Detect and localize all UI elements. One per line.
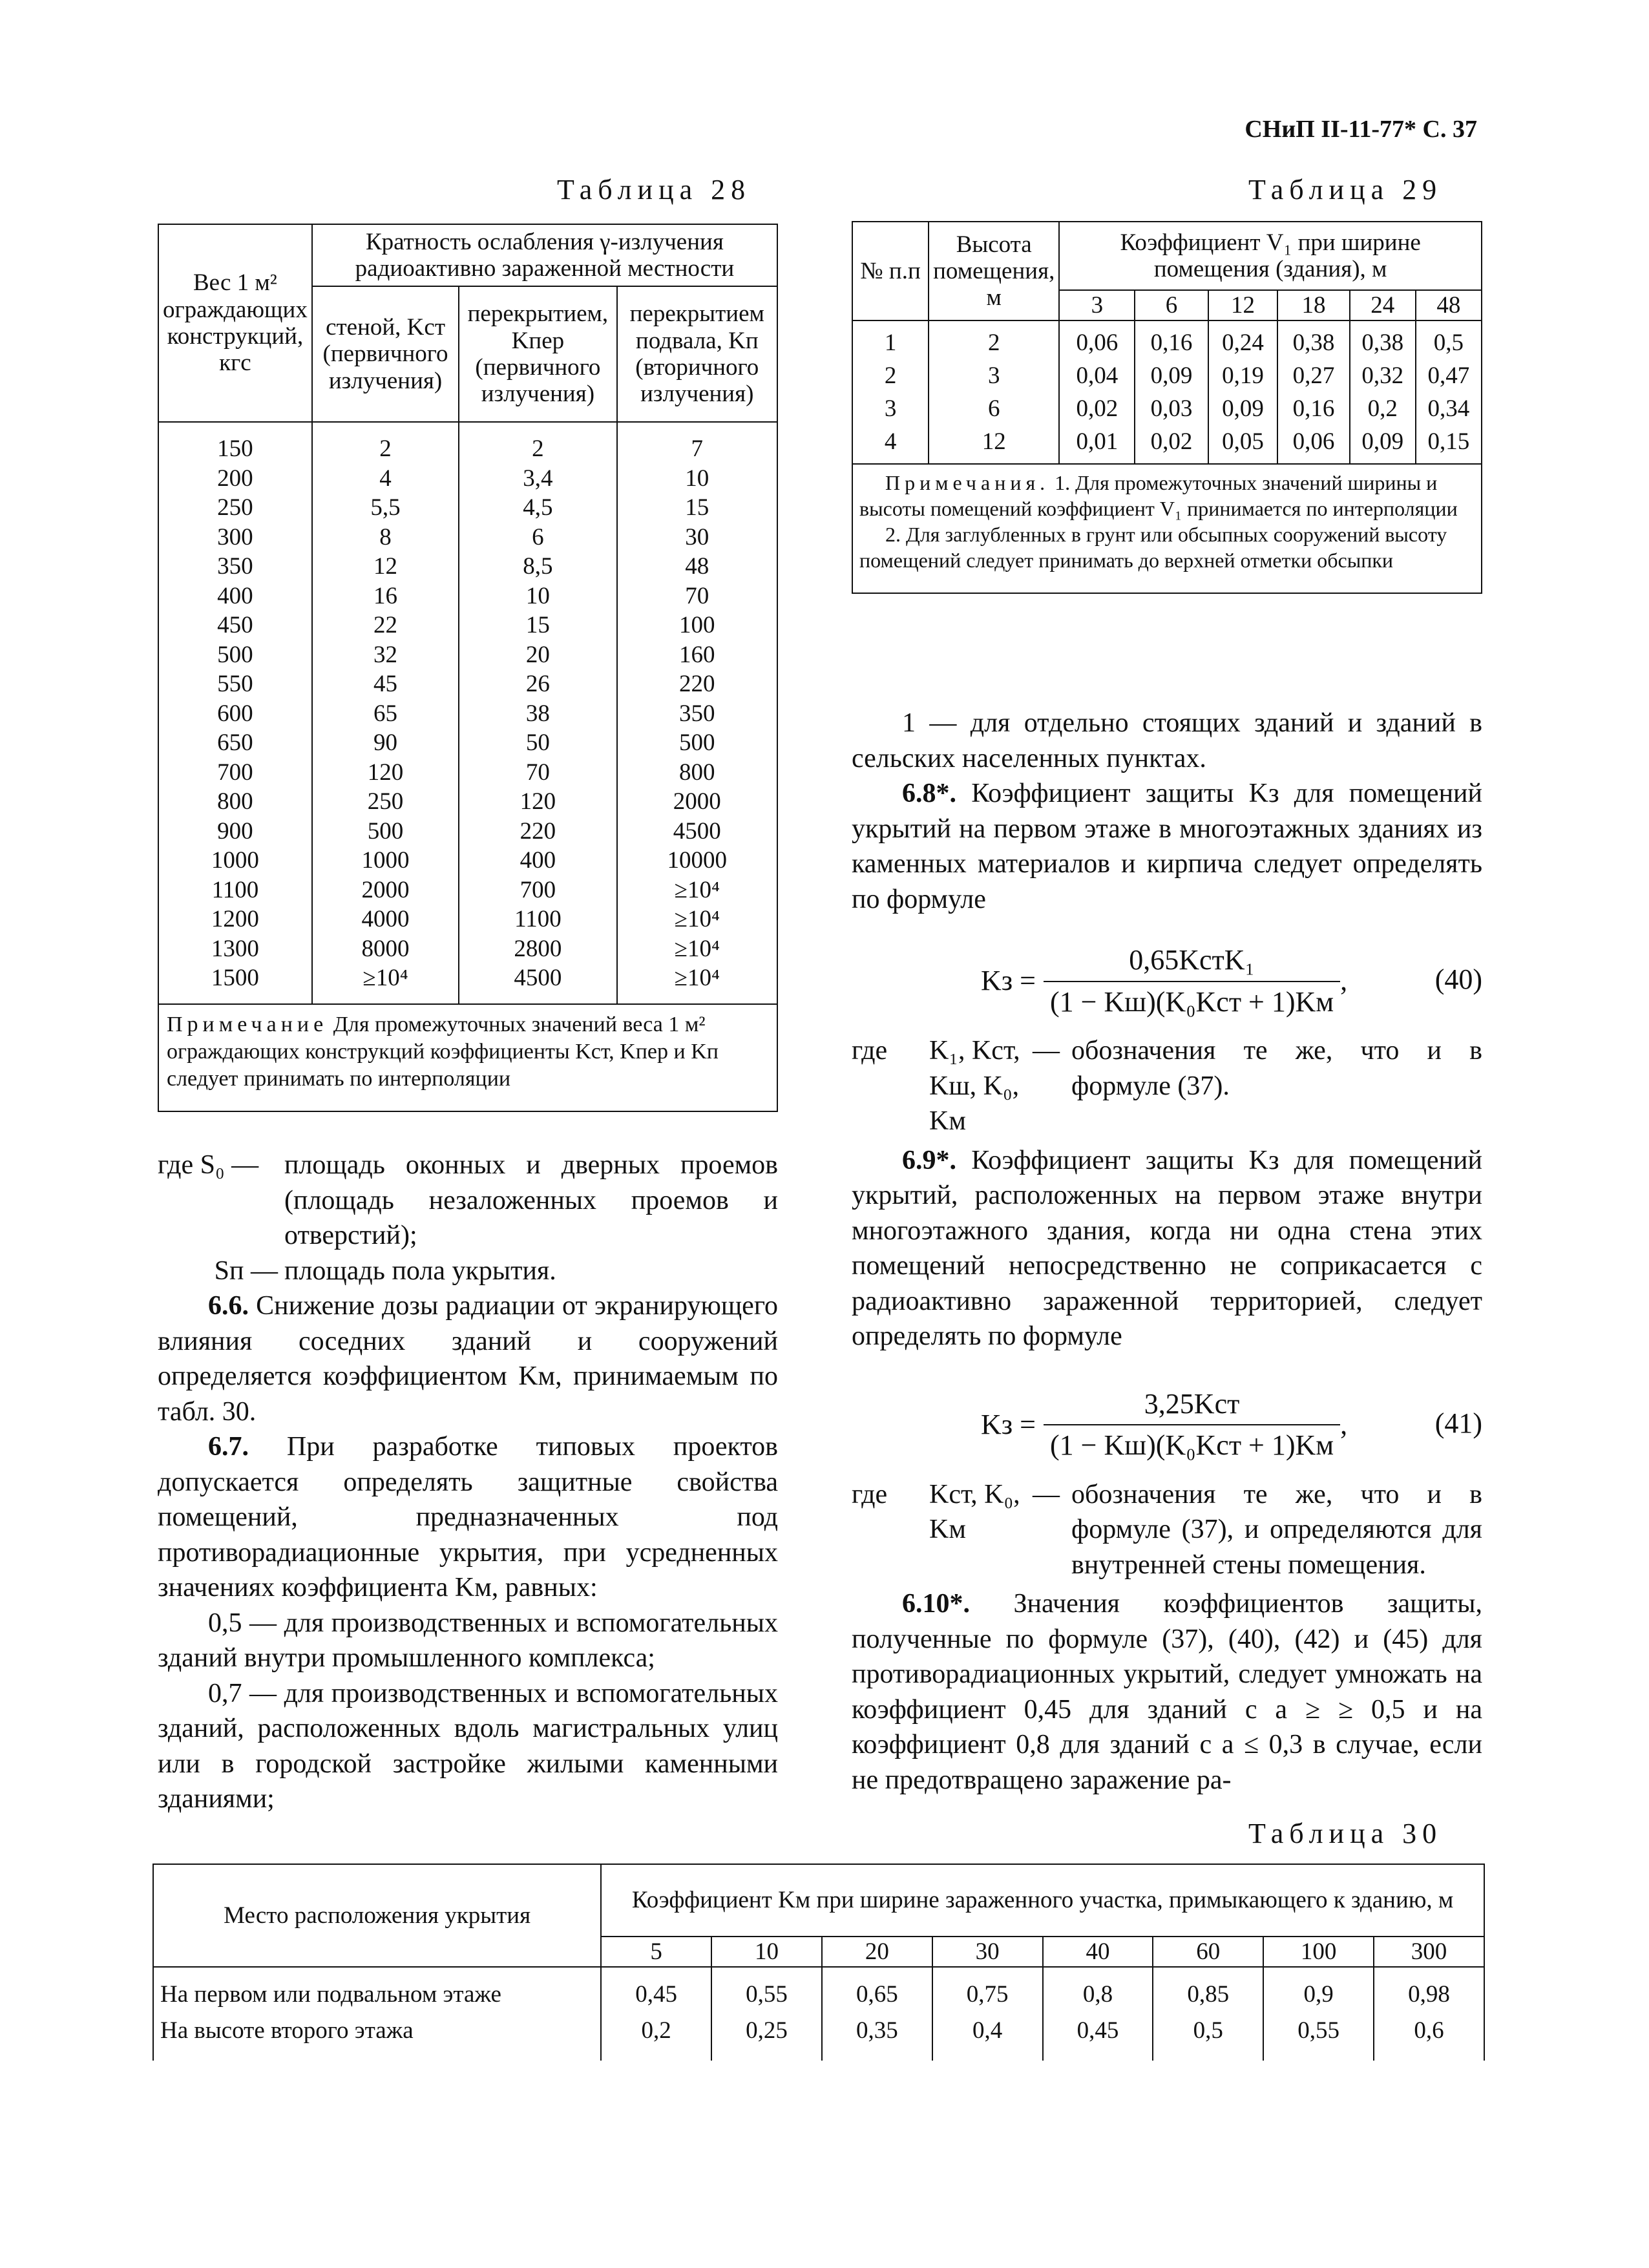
table-cell: 900	[158, 817, 312, 846]
table-cell: 0,05	[1208, 425, 1278, 464]
table-cell: 4	[852, 425, 929, 464]
table-cell: 32	[312, 640, 459, 670]
table-cell: 0,5	[1416, 320, 1482, 359]
table28-group-header: Кратность ослабления γ-излучения радиоактивно зараженной местности	[312, 224, 777, 286]
table-cell: 0,4	[932, 2013, 1043, 2061]
para-6-7	[158, 1429, 778, 1606]
formula-41-numerator: 3,25Kст	[1044, 1387, 1340, 1426]
table-cell: 300	[158, 523, 312, 552]
def-sp-text: площадь пола укрытия.	[284, 1255, 556, 1286]
table-cell: 550	[158, 669, 312, 699]
table-cell: 4000	[312, 905, 459, 934]
para-6-6-number: 6.6.	[208, 1291, 249, 1321]
table-row	[158, 611, 777, 640]
def-sp	[158, 1254, 778, 1289]
table-cell: 0,9	[1263, 1967, 1374, 2013]
value-0-5: 0,5 — для производственных и вспомогательных зданий внутри промышленного комплекса;	[158, 1608, 778, 1673]
table28-caption: Таблица 28	[557, 174, 751, 205]
table-cell: ≥10⁴	[617, 905, 777, 934]
table-row	[158, 582, 777, 611]
table28-body	[158, 422, 777, 1004]
table-cell: 0,25	[711, 2013, 822, 2061]
para-6-10-number: 6.10*.	[902, 1589, 970, 1619]
formula-41-denominator: (1 − Kш)(K₀Kст + 1)Kм	[1049, 1429, 1334, 1461]
table-cell: ≥10⁴	[617, 876, 777, 905]
table29-col1-header: № п.п	[852, 222, 929, 320]
table-cell: 2800	[459, 934, 616, 964]
para-6-9-text: Коэффициент защиты Kз для помещений укрытий, расположенных на первом этаже внутри многоэтажного здания, когда ни одна стена этих помещений непосредственно не соприкасается с радиоактивно зараженной территорией, следует определять по формуле	[852, 1145, 1482, 1351]
table-cell: 30	[617, 523, 777, 552]
formula-40-numerator: 0,65KстK₁	[1044, 943, 1340, 982]
table29-note2: 2. Для заглубленных в грунт или обсыпных сооружений высоту помещений следует принимать до верхней отметки обсыпки	[859, 523, 1447, 572]
table-cell: 10000	[617, 846, 777, 876]
table-cell: 0,03	[1135, 392, 1208, 425]
table-cell: 0,55	[1263, 2013, 1374, 2061]
formula-41-tag: (41)	[1434, 1407, 1482, 1439]
table-cell: 0,38	[1350, 320, 1416, 359]
table-cell: 0,02	[1135, 425, 1208, 464]
left-column	[158, 1148, 778, 1817]
table30-group-header: Коэффициент Kм при ширине зараженного участка, примыкающего к зданию, м	[601, 1864, 1484, 1937]
table-cell: ≥10⁴	[617, 963, 777, 1004]
table-cell: 100	[617, 611, 777, 640]
table29-note	[852, 464, 1482, 593]
table-header-cell: 12	[1208, 290, 1278, 320]
table-cell: 0,55	[711, 1967, 822, 2013]
table-cell: 0,47	[1416, 359, 1482, 392]
table28-col4-header: перекрытием подвала, Kп (вторичного излучения)	[617, 286, 777, 422]
table-cell: 2	[852, 359, 929, 392]
table-header-cell: 300	[1374, 1937, 1484, 1967]
table-cell: 38	[459, 699, 616, 729]
table-row	[153, 1967, 1484, 2013]
table-cell: 10	[459, 582, 616, 611]
table-cell: 1300	[158, 934, 312, 964]
table-cell: 0,16	[1277, 392, 1349, 425]
table-cell: 700	[158, 758, 312, 788]
table-cell: 0,85	[1153, 1967, 1263, 2013]
table-cell: 0,2	[601, 2013, 711, 2061]
table29-body	[852, 320, 1482, 464]
def-41	[852, 1477, 1482, 1583]
table-cell: 400	[158, 582, 312, 611]
table29-group-header: Коэффициент V₁ при ширине помещения (здания), м	[1059, 222, 1482, 290]
table-row	[158, 493, 777, 523]
table-cell: 0,09	[1208, 392, 1278, 425]
table-row	[852, 425, 1482, 464]
para-6-7-number: 6.7.	[208, 1432, 249, 1462]
table-header-cell: 100	[1263, 1937, 1374, 1967]
table-cell: 2000	[312, 876, 459, 905]
table-cell: 3,4	[459, 464, 616, 494]
table-cell: 0,5	[1153, 2013, 1263, 2061]
table-cell: 0,38	[1277, 320, 1349, 359]
formula-41-lhs: Kз =	[981, 1408, 1036, 1440]
table-row	[158, 669, 777, 699]
table-cell: 12	[929, 425, 1059, 464]
table-cell: 2	[459, 422, 616, 464]
table-header-cell: 24	[1350, 290, 1416, 320]
table-cell: 120	[312, 758, 459, 788]
def-41-text: обозначения те же, что и в формуле (37), и определяются для внутренней стены помещения.	[1071, 1479, 1482, 1580]
table-row	[153, 2013, 1484, 2061]
table-cell: 0,09	[1135, 359, 1208, 392]
table-cell: 0,15	[1416, 425, 1482, 464]
table-cell: 700	[459, 876, 616, 905]
para-6-6	[158, 1288, 778, 1429]
value-0-7: 0,7 — для производственных и вспомогательных зданий, расположенных вдоль магистральных улиц или в городской застройке жилыми каменными зданиями;	[158, 1678, 778, 1814]
table-cell: 220	[617, 669, 777, 699]
def-s0	[158, 1148, 778, 1254]
table29-note1: 1. Для промежуточных значений ширины и высоты помещений коэффициент V₁ принимается по интерполяции	[859, 471, 1458, 521]
table-cell: 0,02	[1059, 392, 1135, 425]
table30-body	[153, 1967, 1484, 2061]
table-cell: 500	[617, 728, 777, 758]
table-cell: 2	[929, 320, 1059, 359]
row-label: На высоте второго этажа	[153, 2013, 601, 2061]
table-header-cell: 6	[1135, 290, 1208, 320]
table28-note-label: Примечание	[167, 1012, 328, 1036]
table-row	[158, 422, 777, 464]
table28	[158, 224, 778, 1112]
table-cell: 90	[312, 728, 459, 758]
table-header-cell: 48	[1416, 290, 1482, 320]
table28-col1-header: Вес 1 м² ограждающих конструкций, кгс	[158, 224, 312, 422]
table-cell: 2000	[617, 787, 777, 817]
def-40-dash: —	[1033, 1036, 1060, 1066]
table-cell: 3	[929, 359, 1059, 392]
table-cell: 65	[312, 699, 459, 729]
table-cell: 15	[459, 611, 616, 640]
formula-40-denominator: (1 − Kш)(K₀Kст + 1)Kм	[1049, 985, 1334, 1018]
def-40-where: где	[852, 1036, 888, 1066]
table-cell: 48	[617, 552, 777, 582]
table-cell: 1200	[158, 905, 312, 934]
table-cell: 12	[312, 552, 459, 582]
table-cell: 1100	[158, 876, 312, 905]
table-cell: 0,27	[1277, 359, 1349, 392]
table-row	[158, 699, 777, 729]
table-cell: 0,04	[1059, 359, 1135, 392]
table-cell: 1000	[158, 846, 312, 876]
table-cell: 0,8	[1043, 1967, 1153, 2013]
table-cell: 0,34	[1416, 392, 1482, 425]
table-row	[158, 905, 777, 934]
table-header-cell: 10	[711, 1937, 822, 1967]
para-6-6-text: Снижение дозы радиации от экранирующего влияния соседних зданий и сооружений определяется коэффициентом Kм, принимаемым по табл. 30.	[158, 1291, 778, 1427]
table-cell: 0,98	[1374, 1967, 1484, 2013]
table-cell: 7	[617, 422, 777, 464]
def-40	[852, 1033, 1482, 1139]
table-cell: 8	[312, 523, 459, 552]
table-cell: 1500	[158, 963, 312, 1004]
row-label: На первом или подвальном этаже	[153, 1967, 601, 2013]
table-cell: 10	[617, 464, 777, 494]
table29-note-label: Примечания.	[885, 471, 1050, 495]
table-cell: 0,32	[1350, 359, 1416, 392]
para-6-10	[852, 1586, 1482, 1798]
table-row	[158, 846, 777, 876]
table-row	[158, 817, 777, 846]
table-cell: 800	[158, 787, 312, 817]
table29-caption: Таблица 29	[1248, 174, 1443, 205]
table-row	[158, 464, 777, 494]
para-6-8-number: 6.8*.	[902, 779, 956, 808]
table-cell: 0,01	[1059, 425, 1135, 464]
table-cell: 0,16	[1135, 320, 1208, 359]
table-cell: 600	[158, 699, 312, 729]
table-cell: 0,19	[1208, 359, 1278, 392]
table-cell: 70	[459, 758, 616, 788]
table-cell: 0,75	[932, 1967, 1043, 2013]
table-cell: 500	[158, 640, 312, 670]
para-6-8	[852, 776, 1482, 917]
table-row	[158, 758, 777, 788]
table-cell: 26	[459, 669, 616, 699]
para-6-9	[852, 1143, 1482, 1354]
table-cell: 120	[459, 787, 616, 817]
table-row	[158, 876, 777, 905]
table-header-cell: 3	[1059, 290, 1135, 320]
table-cell: 70	[617, 582, 777, 611]
table-cell: 3	[852, 392, 929, 425]
table28-note-text: Для промежуточных значений веса 1 м² ограждающих конструкций коэффициенты Kст, Kпер и Kп следует принимать по интерполяции	[167, 1012, 719, 1091]
table-cell: ≥10⁴	[312, 963, 459, 1004]
table-cell: ≥10⁴	[617, 934, 777, 964]
table-header-cell: 20	[822, 1937, 932, 1967]
table-cell: 0,45	[601, 1967, 711, 2013]
page-header: СНиП II-11-77* С. 37	[1245, 116, 1477, 143]
table-row	[158, 963, 777, 1004]
table-cell: 20	[459, 640, 616, 670]
table29	[852, 221, 1482, 594]
formula-40-lhs: Kз =	[981, 965, 1036, 997]
table-row	[158, 787, 777, 817]
table-cell: 22	[312, 611, 459, 640]
formula-41: Kз = $\frac{\text{3,25Kст}}{\text{(1 − Kш)(K₀Kст + 1)Kм}}$ , (41)	[852, 1354, 1482, 1477]
table-cell: 4500	[459, 963, 616, 1004]
table-header-cell: 60	[1153, 1937, 1263, 1967]
table-header-cell: 18	[1277, 290, 1349, 320]
table30-caption: Таблица 30	[1248, 1818, 1443, 1849]
right-column	[852, 706, 1482, 1798]
table-cell: 650	[158, 728, 312, 758]
table-cell: 150	[158, 422, 312, 464]
para-6-10-text: Значения коэффициентов защиты, полученные по формуле (37), (40), (42) и (45) для противорадиационных укрытий, следует умножать на коэффициент 0,45 для зданий с a ≥ ≥ 0,5 и на коэффициент 0,8 для зданий с a ≤ 0,3 в случае, если не предотвращено заражение ра-	[852, 1589, 1482, 1795]
table-cell: 450	[158, 611, 312, 640]
table-cell: 0,06	[1059, 320, 1135, 359]
table-row	[158, 523, 777, 552]
table-row	[158, 552, 777, 582]
table-cell: 8000	[312, 934, 459, 964]
table-cell: 350	[158, 552, 312, 582]
table-row	[852, 320, 1482, 359]
table-cell: 350	[617, 699, 777, 729]
table-cell: 1	[852, 320, 929, 359]
table-header-cell: 30	[932, 1937, 1043, 1967]
def-s0-text: площадь оконных и дверных проемов (площадь незаложенных проемов и отверстий);	[284, 1150, 778, 1250]
table-cell: 16	[312, 582, 459, 611]
table-cell: 2	[312, 422, 459, 464]
table30	[152, 1864, 1485, 2061]
table-cell: 220	[459, 817, 616, 846]
table-cell: 0,45	[1043, 2013, 1153, 2061]
table-row	[852, 392, 1482, 425]
table-row	[852, 359, 1482, 392]
table-cell: 15	[617, 493, 777, 523]
table-cell: 250	[158, 493, 312, 523]
table-row	[158, 728, 777, 758]
table-cell: 0,35	[822, 2013, 932, 2061]
table-row	[158, 934, 777, 964]
table-cell: 1100	[459, 905, 616, 934]
table28-note	[158, 1004, 777, 1111]
table-header-cell: 40	[1043, 1937, 1153, 1967]
table28-col3-header: перекрытием, Kпер (первичного излучения)	[459, 286, 616, 422]
table-cell: 5,5	[312, 493, 459, 523]
table-cell: 6	[459, 523, 616, 552]
para-6-7-text: При разработке типовых проектов допускается определять защитные свойства помещений, предназначенных под противорадиационные укрытия, при усредненных значениях коэффициента Kм, равных:	[158, 1432, 778, 1602]
def-sp-term: Sп —	[214, 1255, 278, 1286]
value-1: 1 — для отдельно стоящих зданий и зданий в сельских населенных пунктах.	[852, 708, 1482, 773]
table-cell: 45	[312, 669, 459, 699]
table29-col2-header: Высота помещения, м	[929, 222, 1059, 320]
formula-40: Kз = $\frac{\text{0,65KстK₁}}{\text{(1 − Kш)(K₀Kст + 1)Kм}}$ , (40)	[852, 917, 1482, 1033]
def-s0-term: где S₀ —	[158, 1150, 259, 1180]
table-cell: 800	[617, 758, 777, 788]
table-cell: 1000	[312, 846, 459, 876]
def-41-where: где	[852, 1479, 888, 1509]
def-40-terms: K₁, Kст, Kш, K₀, Kм	[929, 1036, 1020, 1136]
table-cell: 400	[459, 846, 616, 876]
table-cell: 0,24	[1208, 320, 1278, 359]
table-header-cell: 5	[601, 1937, 711, 1967]
def-41-terms: Kст, K₀, Kм	[929, 1479, 1020, 1544]
table-cell: 0,2	[1350, 392, 1416, 425]
table30-col1-header: Место расположения укрытия	[153, 1864, 601, 1967]
table-cell: 4	[312, 464, 459, 494]
table-cell: 4,5	[459, 493, 616, 523]
table-cell: 160	[617, 640, 777, 670]
table-cell: 8,5	[459, 552, 616, 582]
table-cell: 6	[929, 392, 1059, 425]
def-41-dash: —	[1033, 1479, 1060, 1509]
table-cell: 0,6	[1374, 2013, 1484, 2061]
table-cell: 0,09	[1350, 425, 1416, 464]
para-6-9-number: 6.9*.	[902, 1145, 956, 1175]
table-cell: 50	[459, 728, 616, 758]
para-6-8-text: Коэффициент защиты Kз для помещений укрытий на первом этаже в многоэтажных зданиях из каменных материалов и кирпича следует определять по формуле	[852, 779, 1482, 914]
table-cell: 200	[158, 464, 312, 494]
table-cell: 500	[312, 817, 459, 846]
table28-col2-header: стеной, Kст (первичного излучения)	[312, 286, 459, 422]
table-cell: 4500	[617, 817, 777, 846]
table-row	[158, 640, 777, 670]
table-cell: 250	[312, 787, 459, 817]
table-cell: 0,06	[1277, 425, 1349, 464]
formula-40-tag: (40)	[1434, 963, 1482, 995]
table-cell: 0,65	[822, 1967, 932, 2013]
def-40-text: обозначения те же, что и в формуле (37).	[1071, 1036, 1482, 1101]
